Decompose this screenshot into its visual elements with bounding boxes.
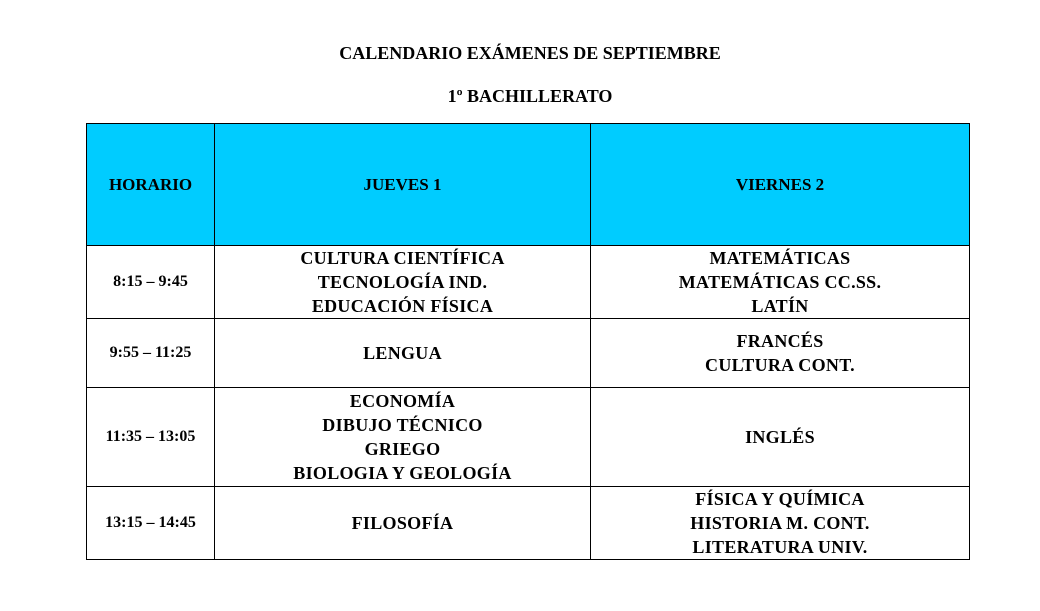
header-jueves: JUEVES 1: [215, 124, 591, 246]
document-title: CALENDARIO EXÁMENES DE SEPTIEMBRE: [339, 43, 721, 63]
subject: FÍSICA Y QUÍMICA: [695, 489, 865, 509]
subject: TECNOLOGÍA IND.: [317, 272, 488, 292]
subject: GRIEGO: [364, 439, 441, 459]
subject: BIOLOGIA Y GEOLOGÍA: [293, 463, 512, 483]
subject: MATEMÁTICAS CC.SS.: [678, 272, 882, 292]
header-horario: HORARIO: [87, 124, 215, 246]
subject: CULTURA CIENTÍFICA: [300, 248, 505, 268]
subject: INGLÉS: [745, 427, 815, 447]
subject: EDUCACIÓN FÍSICA: [311, 296, 494, 316]
friday-cell: [591, 246, 970, 319]
thursday-cell: [215, 319, 591, 388]
subject: HISTORIA M. CONT.: [690, 513, 870, 533]
time-cell: 8:15 – 9:45: [87, 246, 215, 319]
subject: FRANCÉS: [736, 331, 824, 351]
table-header-row: [87, 124, 970, 246]
subject: LATÍN: [751, 296, 809, 316]
subject: ECONOMÍA: [349, 391, 456, 411]
friday-cell: [591, 319, 970, 388]
document-subtitle: 1º BACHILLERATO: [447, 86, 613, 106]
subject: LITERATURA UNIV.: [692, 537, 868, 557]
exam-schedule-table: [86, 123, 970, 560]
thursday-cell: [215, 487, 591, 560]
time-cell: 9:55 – 11:25: [87, 319, 215, 388]
header-viernes: VIERNES 2: [591, 124, 970, 246]
thursday-cell: [215, 388, 591, 487]
table-row: [87, 487, 970, 560]
table-row: [87, 246, 970, 319]
subject: CULTURA CONT.: [705, 355, 855, 375]
table-row: [87, 319, 970, 388]
time-cell: 13:15 – 14:45: [87, 487, 215, 560]
time-cell: 11:35 – 13:05: [87, 388, 215, 487]
friday-cell: [591, 388, 970, 487]
friday-cell: [591, 487, 970, 560]
subject: FILOSOFÍA: [351, 513, 454, 533]
thursday-cell: [215, 246, 591, 319]
table-row: [87, 388, 970, 487]
subject: LENGUA: [363, 343, 442, 363]
subject: MATEMÁTICAS: [709, 248, 851, 268]
subject: DIBUJO TÉCNICO: [322, 415, 483, 435]
